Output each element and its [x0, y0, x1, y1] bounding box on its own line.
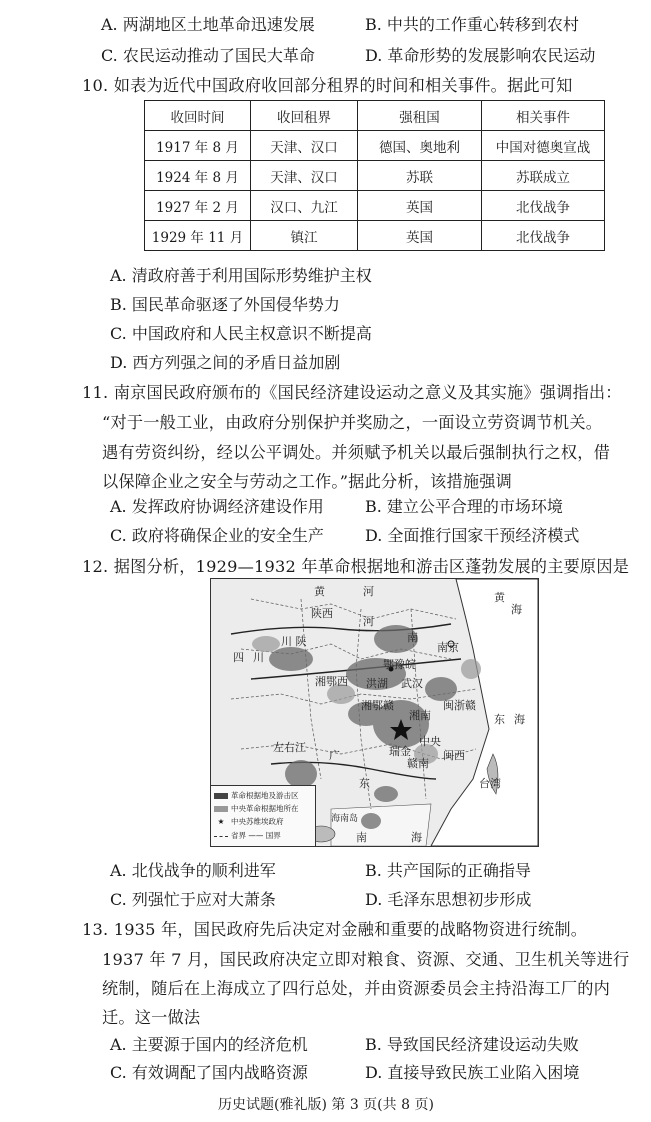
legend-item [214, 830, 281, 841]
legend-item [214, 803, 299, 814]
map-label: 东 [359, 777, 370, 790]
q9-option-c: C. 农民运动推动了国民大革命 [101, 46, 315, 65]
q12-option-c: C. 列强忙于应对大萧条 [110, 890, 276, 909]
map-label: 南京 [437, 641, 459, 654]
map-label: 湘鄂赣 [361, 699, 394, 712]
q13-line-2: 1937 年 7 月，国民政府决定立即对粮食、资源、交通、卫生机关等进行 [102, 950, 630, 969]
legend-text: 革命根据地及游击区 [231, 791, 299, 800]
table-header: 相关事件 [482, 101, 605, 131]
border-line-icon [214, 836, 228, 837]
table-cell: 1924 年 8 月 [145, 161, 251, 191]
table-header: 收回时间 [145, 101, 251, 131]
q13-option-a: A. 主要源于国内的经济危机 [110, 1035, 308, 1054]
table-cell: 北伐战争 [482, 221, 605, 251]
map-label: 川 陕 [281, 635, 307, 648]
q11-option-d: D. 全面推行国家干预经济模式 [365, 526, 580, 545]
legend-text: 省界 —— 国界 [231, 831, 281, 840]
q11-option-b: B. 建立公平合理的市场环境 [365, 497, 563, 516]
table-cell: 天津、汉口 [251, 161, 358, 191]
q12-option-a: A. 北伐战争的顺利进军 [110, 861, 276, 880]
table-header-row [145, 101, 605, 131]
table-header: 收回租界 [251, 101, 358, 131]
map-label: 闽浙赣 [443, 699, 476, 712]
q9-option-a: A. 两湖地区土地革命迅速发展 [101, 15, 315, 34]
table-cell: 汉口、九江 [251, 191, 358, 221]
table-cell: 镇江 [251, 221, 358, 251]
page-footer: 历史试题(雅礼版) 第 3 页(共 8 页) [218, 1097, 434, 1113]
table-header: 强租国 [358, 101, 482, 131]
q10-option-c: C. 中国政府和人民主权意识不断提高 [110, 324, 372, 343]
map-label: 河 [363, 585, 374, 598]
map-label: 南 [356, 831, 367, 844]
map-label: 鄂豫皖 [383, 658, 416, 671]
legend-swatch [214, 793, 228, 799]
map-label: 闽西 [443, 749, 465, 762]
q12-stem: 12. 据图分析，1929—1932 年革命根据地和游击区蓬勃发展的主要原因是 [82, 557, 630, 576]
map-label: 四 [233, 651, 244, 664]
table-row [145, 131, 605, 161]
table-cell: 1917 年 8 月 [145, 131, 251, 161]
table-row [145, 191, 605, 221]
q11-option-c: C. 政府将确保企业的安全生产 [110, 526, 324, 545]
legend-item [214, 790, 299, 801]
map-label: 左右江 [273, 741, 306, 754]
map-label: 河 [363, 615, 374, 628]
q12-option-b: B. 共产国际的正确指导 [365, 861, 531, 880]
revolutionary-base-map [210, 578, 539, 847]
map-label: 广 [329, 749, 340, 762]
table-cell: 中国对德奥宣战 [482, 131, 605, 161]
map-label: 武汉 [401, 677, 423, 690]
table-cell: 德国、奥地利 [358, 131, 482, 161]
map-label: 黄 [494, 591, 505, 604]
concession-table [144, 100, 605, 251]
table-cell: 天津、汉口 [251, 131, 358, 161]
map-label: 中央 [419, 735, 441, 748]
map-label: 瑞金 [389, 745, 411, 758]
q9-option-b: B. 中共的工作重心转移到农村 [365, 15, 579, 34]
map-label: 赣南 [407, 757, 429, 770]
legend-item [214, 816, 284, 827]
map-label: 台湾 [479, 777, 501, 790]
map-label: 黄 [314, 585, 325, 598]
star-icon: ★ [217, 817, 225, 826]
table-cell: 1927 年 2 月 [145, 191, 251, 221]
table-row [145, 161, 605, 191]
map-label: 海南岛 [331, 814, 359, 824]
table-cell: 英国 [358, 191, 482, 221]
map-label: 湘鄂西 [315, 675, 348, 688]
map-label: 陕西 [311, 607, 333, 620]
q10-option-d: D. 西方列强之间的矛盾日益加剧 [110, 353, 341, 372]
q13-option-d: D. 直接导致民族工业陷入困境 [365, 1063, 580, 1082]
q13-line-3: 统制，随后在上海成立了四行总处，并由资源委员会主持沿海工厂的内 [102, 979, 611, 998]
q13-line-4: 迁。这一做法 [102, 1008, 201, 1027]
table-cell: 1929 年 11 月 [145, 221, 251, 251]
map-label: 海 [511, 603, 522, 616]
map-legend [211, 785, 316, 847]
q10-option-b: B. 国民革命驱逐了外国侵华势力 [110, 295, 340, 314]
q11-option-a: A. 发挥政府协调经济建设作用 [110, 497, 324, 516]
q12-option-d: D. 毛泽东思想初步形成 [365, 890, 532, 909]
table-cell: 苏联成立 [482, 161, 605, 191]
legend-swatch [214, 806, 228, 812]
q9-option-d: D. 革命形势的发展影响农民运动 [365, 46, 596, 65]
map-label: 湘南 [409, 709, 431, 722]
map-label: 东 [494, 713, 505, 726]
q10-option-a: A. 清政府善于利用国际形势维护主权 [110, 266, 372, 285]
table-cell: 苏联 [358, 161, 482, 191]
map-label: 海 [514, 713, 525, 726]
map-label: 洪湖 [366, 677, 388, 690]
table-cell: 英国 [358, 221, 482, 251]
legend-text: 中央苏维埃政府 [231, 817, 284, 826]
map-label: 川 [253, 651, 264, 664]
q11-line-2: “对于一般工业，由政府分别保护并奖励之，一面设立劳资调节机关。 [102, 413, 603, 432]
q11-line-3: 遇有劳资纠纷，经以公平调处。并须赋予机关以最后强制执行之权，借 [102, 443, 611, 462]
q10-stem: 10. 如表为近代中国政府收回部分租界的时间和相关事件。据此可知 [82, 76, 573, 95]
map-label: 海 [411, 831, 422, 844]
table-cell: 北伐战争 [482, 191, 605, 221]
map-label: 南 [407, 631, 418, 644]
table-row [145, 221, 605, 251]
q13-line-1: 13. 1935 年，国民政府先后决定对金融和重要的战略物资进行统制。 [82, 920, 588, 939]
q11-line-1: 11. 南京国民政府颁布的《国民经济建设运动之意义及其实施》强调指出： [82, 383, 622, 402]
legend-text: 中央革命根据地所在 [231, 804, 299, 813]
q11-line-4: 以保障企业之安全与劳动之工作。”据此分析，该措施强调 [102, 472, 513, 491]
q13-option-b: B. 导致国民经济建设运动失败 [365, 1035, 579, 1054]
q13-option-c: C. 有效调配了国内战略资源 [110, 1063, 308, 1082]
